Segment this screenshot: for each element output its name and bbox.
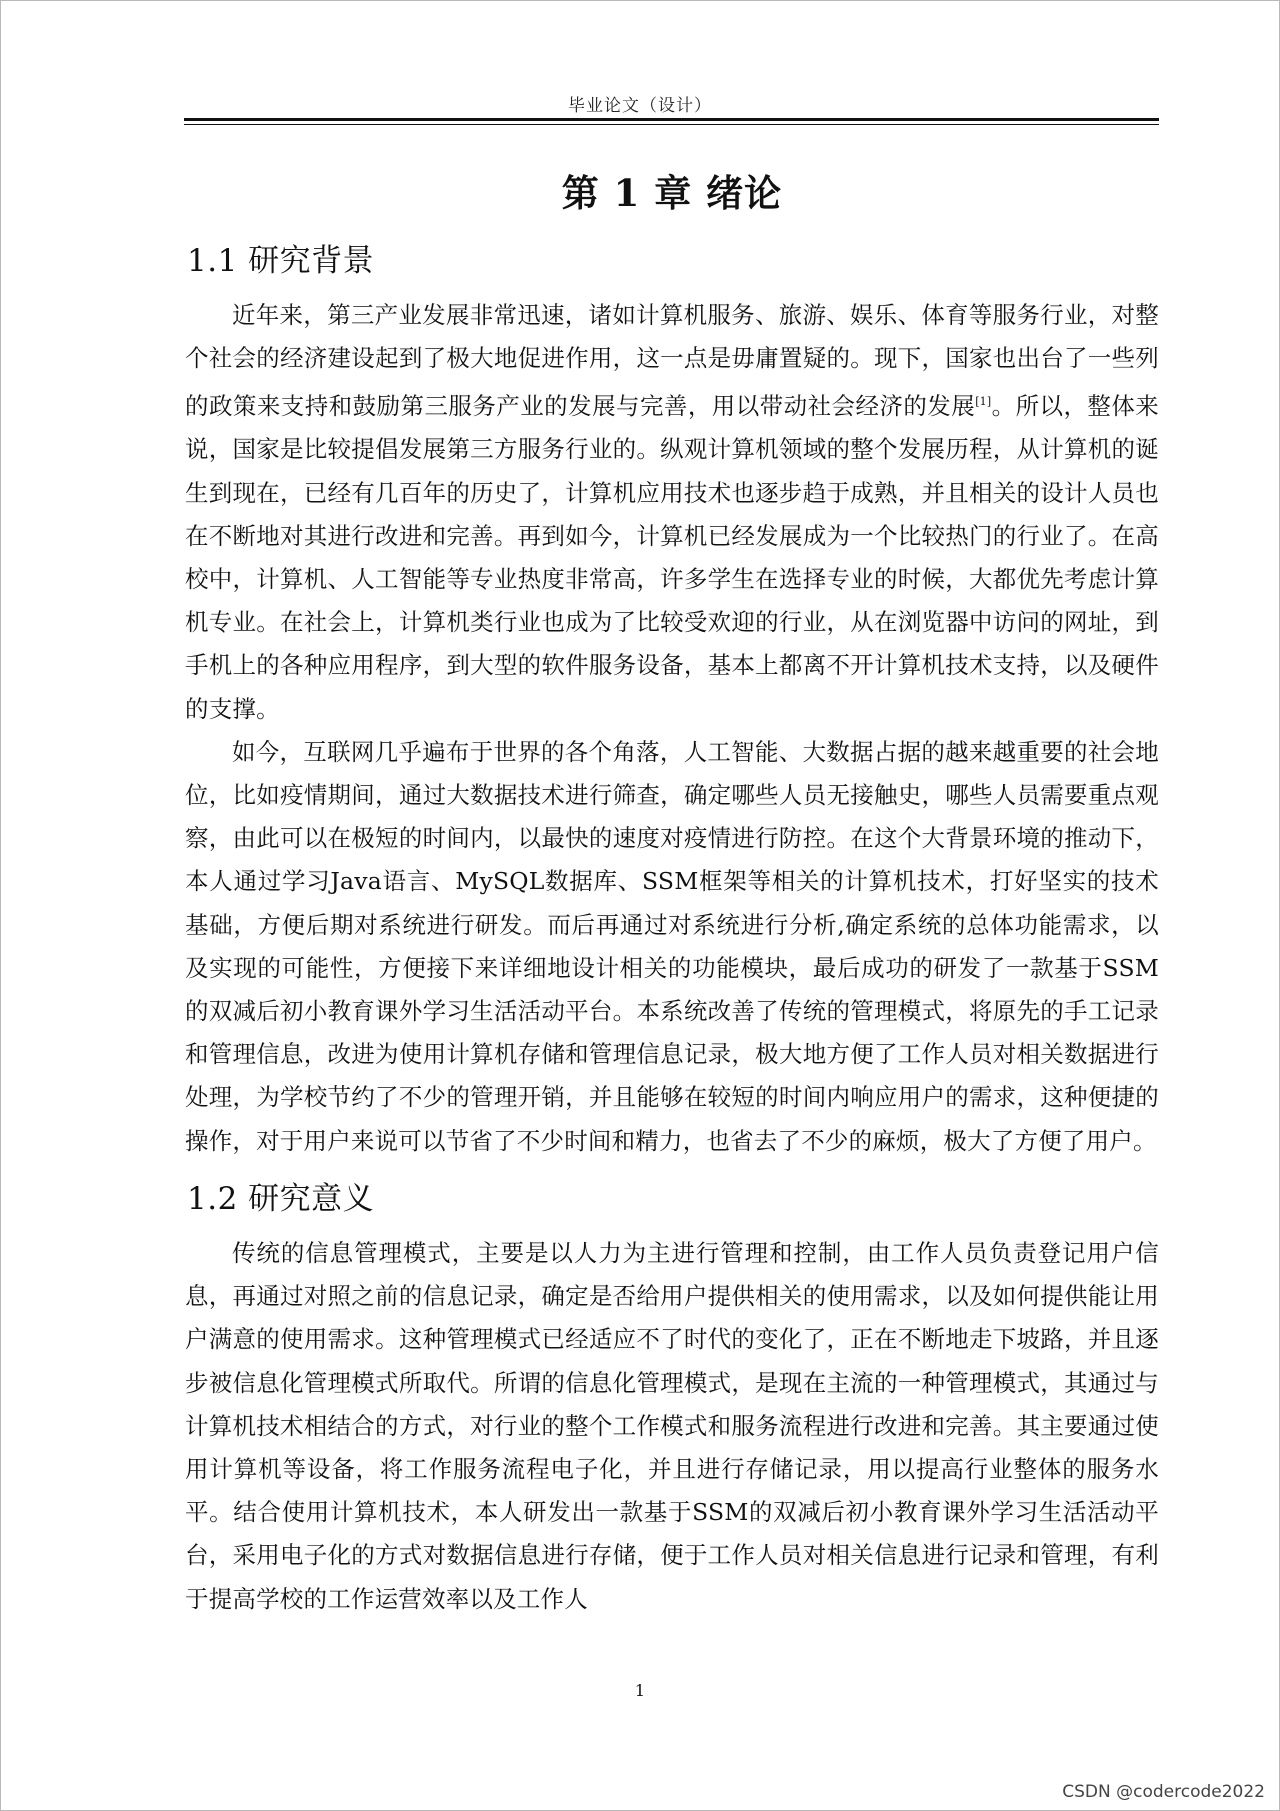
paragraph-text: 。所以，整体来说，国家是比较提倡发展第三方服务行业的。纵观计算机领域的整个发展历程，从计算机的诞生到现在，已经有几百年的历史了，计算机应用技术也逐步趋于成熟，并且相关的设计人员也在不断地对其进行改进和完善。再到如今，计算机已经发展成为一个比较热门的行业了。在高校中，计算机、人工智能等专业热度非常高，许多学生在选择专业的时候，大都优先考虑计算机专业。在社会上，计算机类行业也成为了比较受欢迎的行业，从在浏览器中访问的网址，到手机上的各种应用程序，到大型的软件服务设备，基本上都离不开计算机技术支持，以及硬件的支撑。 (185, 392, 1159, 723)
paragraph: 如今，互联网几乎遍布于世界的各个角落，人工智能、大数据占据的越来越重要的社会地位，比如疫情期间，通过大数据技术进行筛查，确定哪些人员无接触史，哪些人员需要重点观察，由此可以在极短的时间内，以最快的速度对疫情进行防控。在这个大背景环境的推动下，本人通过学习Java语言、MySQL数据库、SSM框架等相关的计算机技术，打好坚实的技术基础，方便后期对系统进行研发。而后再通过对系统进行分析,确定系统的总体功能需求，以及实现的可能性，方便接下来详细地设计相关的功能模块，最后成功的研发了一款基于SSM的双减后初小教育课外学习生活活动平台。本系统改善了传统的管理模式，将原先的手工记录和管理信息，改进为使用计算机存储和管理信息记录，极大地方便了工作人员对相关数据进行处理，为学校节约了不少的管理开销，并且能够在较短的时间内响应用户的需求，这种便捷的操作，对于用户来说可以节省了不少时间和精力，也省去了不少的麻烦，极大了方便了用户。 (185, 737, 1159, 1155)
page-body (185, 151, 1159, 1621)
csdn-watermark: CSDN @codercode2022 (1062, 1782, 1265, 1802)
header-rule-thick (184, 118, 1159, 121)
running-header: 毕业论文（设计） (568, 96, 712, 116)
chapter-title: 第 1 章 绪论 (561, 171, 783, 215)
section-title-research-significance: 1.2 研究意义 (187, 1180, 375, 1217)
paragraph: 传统的信息管理模式，主要是以人力为主进行管理和控制，由工作人员负责登记用户信息，再通过对照之前的信息记录，确定是否给用户提供相关的使用需求，以及如何提供能让用户满意的使用需求。这种管理模式已经适应不了时代的变化了，正在不断地走下坡路，并且逐步被信息化管理模式所取代。所谓的信息化管理模式，是现在主流的一种管理模式，其通过与计算机技术相结合的方式，对行业的整个工作模式和服务流程进行改进和完善。其主要通过使用计算机等设备，将工作服务流程电子化，并且进行存储记录，用以提高行业整体的服务水平。结合使用计算机技术，本人研发出一款基于SSM的双减后初小教育课外学习生活活动平台，采用电子化的方式对数据信息进行存储，便于工作人员对相关信息进行记录和管理，有利于提高学校的工作运营效率以及工作人 (185, 1238, 1159, 1613)
paragraph-text: 近年来，第三产业发展非常迅速，诸如计算机服务、旅游、娱乐、体育等服务行业，对整个社会的经济建设起到了极大地促进作用，这一点是毋庸置疑的。现下，国家也出台了一些列的政策来支持和鼓励第三服务产业的发展与完善，用以带动社会经济的发展 (185, 301, 1159, 421)
section-title-research-background: 1.1 研究背景 (187, 243, 375, 279)
citation-ref[interactable]: [1] (975, 395, 992, 409)
paragraph (185, 294, 1159, 731)
header-rule-thin (184, 124, 1159, 125)
page-number: 1 (634, 1681, 646, 1700)
